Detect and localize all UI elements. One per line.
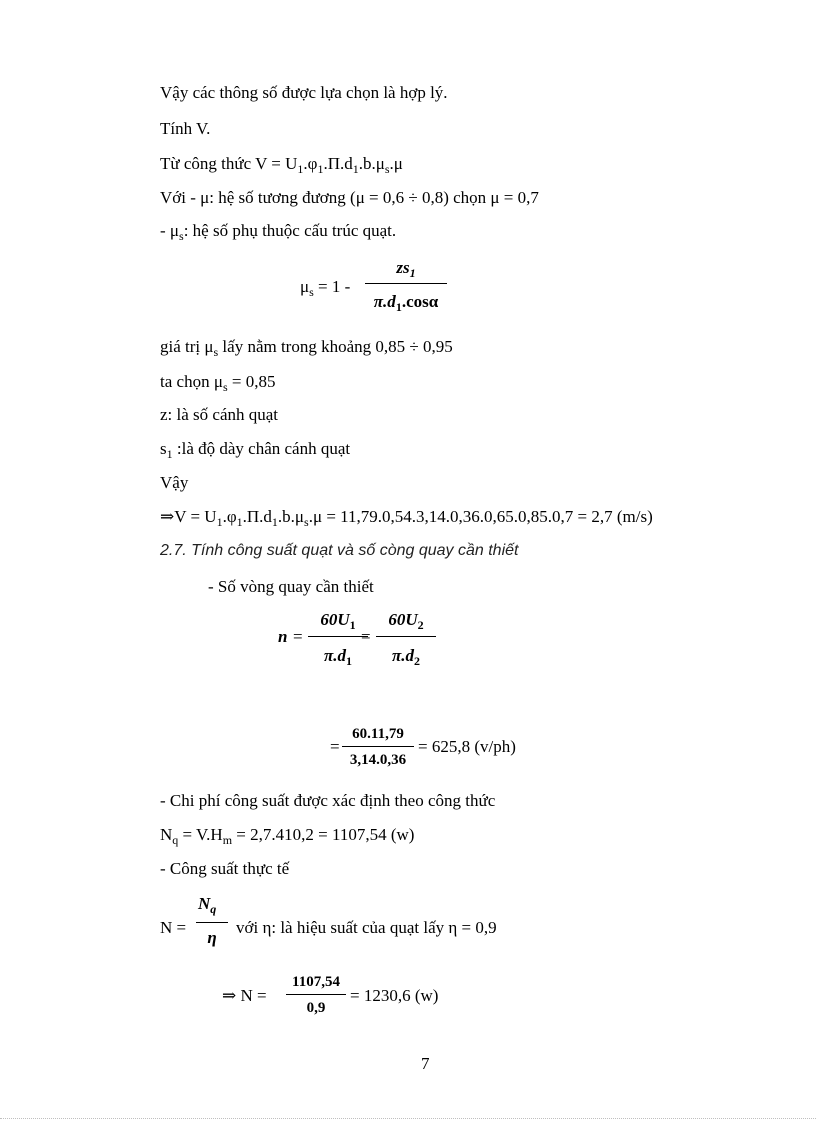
text-line-mu: Với - μ: hệ số tương đương (μ = 0,6 ÷ 0,8) chọn μ = 0,7 — [160, 188, 539, 207]
text-line-power-cost: - Chi phí công suất được xác định theo công thức — [160, 791, 496, 810]
formula-nq: $N_q = V.H_m = 2,7.410,2 = 1107,54$ (w) — [160, 825, 415, 847]
text-line-rpm: - Số vòng quay cần thiết — [208, 577, 374, 596]
page-bottom-border — [0, 1118, 816, 1119]
formula-v-definition: Từ công thức $V = U_1.\varphi_1.\Pi.d_1.b.\mu_s.\mu$ — [160, 154, 403, 176]
section-heading: 2.7. Tính công suất quạt và số còng quay cần thiết — [160, 542, 519, 559]
text-line-z: z: là số cánh quạt — [160, 405, 279, 424]
text-line-vay: Vậy — [160, 473, 189, 492]
page-number: 7 — [421, 1054, 430, 1073]
text-line-2: Tính V. — [160, 119, 211, 138]
text-line-choose: ta chọn $\mu_s = 0,85$ — [160, 372, 276, 394]
text-line-mu-s: - $\mu_s$: hệ số phụ thuộc cấu trúc quạt. — [160, 221, 397, 243]
text-line-1: Vậy các thông số được lựa chọn là hợp lý. — [160, 83, 448, 102]
text-line-s1: $s_1$ :là độ dày chân cánh quạt — [160, 439, 351, 461]
text-line-actual-power: - Công suất thực tế — [160, 859, 290, 878]
formula-v-result: ⇒V = $U_1.\varphi_1.\Pi.d_1.b.\mu_s.\mu = 11,79.0,54.3,14.0,36.0,65.0,85.0,7 = 2,7$ (m/s) — [160, 507, 653, 529]
text-line-range: giá trị $\mu_s$ lấy nằm trong khoảng 0,85 ÷ 0,95 — [160, 337, 453, 359]
